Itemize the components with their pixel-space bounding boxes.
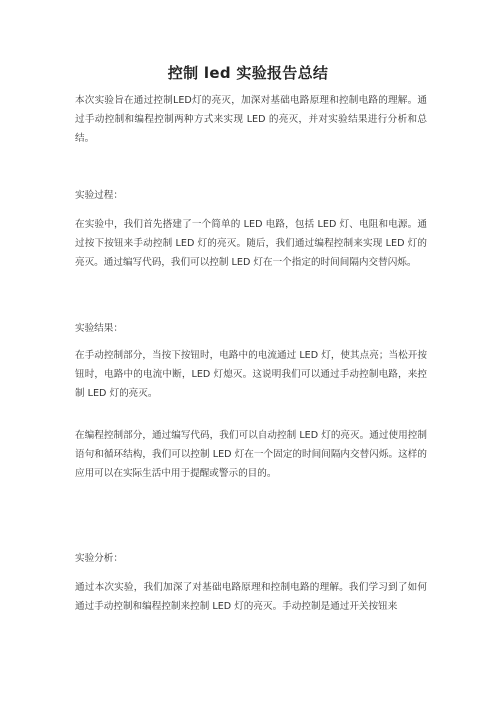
section-heading-process: 实验过程： xyxy=(75,190,123,201)
results-paragraph-manual: 在手动控制部分，当按下按钮时，电路中的电流通过 LED 灯，使其点亮；当松开按钮时，电路中的电流中断，LED 灯熄灭。这说明我们可以通过手动控制电路，来控制 LED 灯的亮灭。 xyxy=(75,350,427,399)
process-paragraph: 在实验中，我们首先搭建了一个简单的 LED 电路，包括 LED 灯、电阻和电源。通过按下按钮来手动控制 LED 灯的亮灭。随后，我们通过编程控制来实现 LED 灯的亮灭。通过编写代码，我们可以控制 LED 灯在一个指定的时间间隔内交替闪烁。 xyxy=(75,219,427,268)
intro-paragraph: 本次实验旨在通过控制LED灯的亮灭，加深对基础电路原理和控制电路的理解。通过手动控制和编程控制两种方式来实现 LED 的亮灭，并对实验结果进行分析和总结。 xyxy=(75,95,427,144)
analysis-paragraph: 通过本次实验，我们加深了对基础电路原理和控制电路的理解。我们学习到了如何通过手动控制和编程控制来控制 LED 灯的亮灭。手动控制是通过开关按钮来 xyxy=(75,582,427,612)
results-paragraph-program: 在编程控制部分，通过编写代码，我们可以自动控制 LED 灯的亮灭。通过使用控制语句和循环结构，我们可以控制 LED 灯在一个固定的时间间隔内交替闪烁。这样的应用可以在实际生活中用于提醒或警示的目的。 xyxy=(75,430,427,479)
document-title: 控制 led 实验报告总结 xyxy=(167,64,329,82)
section-heading-results: 实验结果： xyxy=(75,323,123,334)
section-heading-analysis: 实验分析： xyxy=(75,553,123,564)
